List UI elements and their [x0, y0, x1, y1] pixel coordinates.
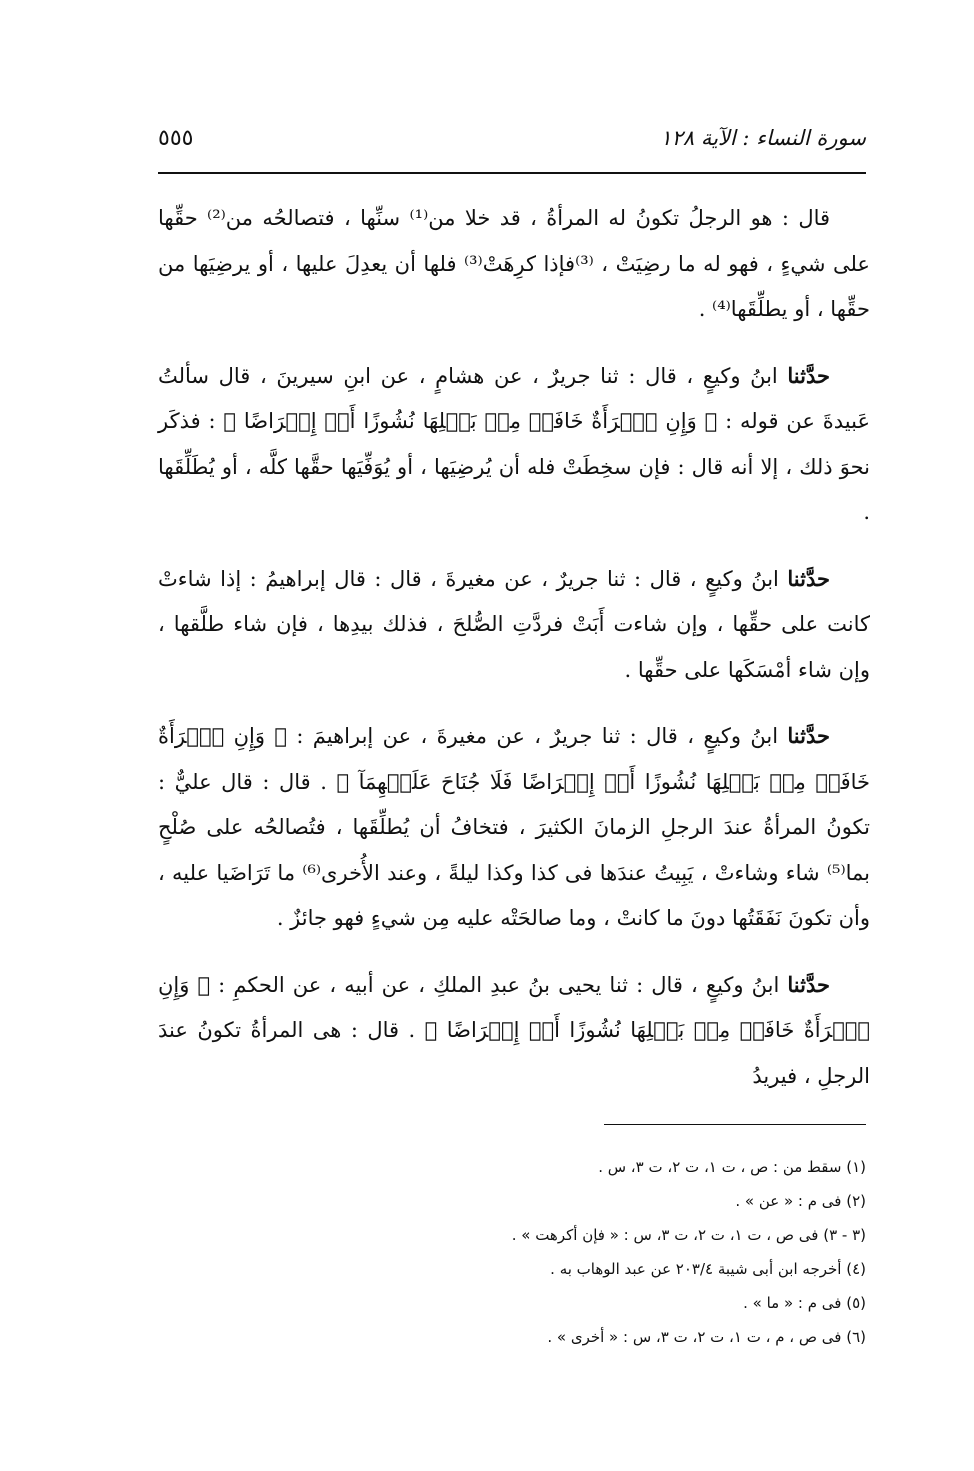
paragraph-text: قال : هو الرجلُ تكونُ له المرأةُ ، قد خلا من⁽¹⁾ سنِّها ، فتصالحُه من⁽²⁾ حقِّها على شيءٍ ، فهو له ما رضِيَتْ ، ⁽³⁾فإذا كرِهَتْ⁽³⁾ فلها أن يعدِلَ عليها ، أو يرضِيَها من حقِّها ، أو يطلِّقَها⁽⁴⁾ .	[158, 206, 870, 321]
footnote: (١) سقط من : ص ، ت ١، ت ٢، ت ٣، س .	[598, 1158, 866, 1176]
paragraph-text: ابنُ وكيعٍ ، قال : ثنا جريرٌ ، عن مغيرةَ ، عن إبراهيمَ : ﴿ وَإِنِ ٱمۡرَأَةٌ خَافَتۡ مِنۢ بَعۡلِهَا نُشُوزًا أَوۡ إِعۡرَاضًا فَلَا جُنَاحَ عَلَيۡهِمَآ ﴾ . قال : قال عليٌّ : تكونُ المرأةُ عندَ الرجلِ الزمانَ الكثيرَ ، فتخافُ أن يُطلِّقَها ، فتُصالحُه على صُلْحٍ بما⁽⁵⁾ شاء وشاءتْ ، يَبِيتُ عندَها فى كذا وكذا ليلةً ، وعند الأُخرى⁽⁶⁾ ما تَرَاضَيا عليه ، وأن تكونَ نَفَقَتُها دونَ ما كانتْ ، وما صالحَتْه عليه مِن شيءٍ فهو جائزٌ .	[158, 724, 870, 930]
footnote: (٥) فى م : « ما » .	[743, 1294, 866, 1312]
paragraph-text: ابنُ وكيعٍ ، قال : ثنا جريرٌ ، عن هشامٍ ، عن ابنِ سيرينَ ، قال سألتُ عَبيدةَ عن قوله : ﴿ وَإِنِ ٱمۡرَأَةٌ خَافَتۡ مِنۢ بَعۡلِهَا نُشُوزًا أَوۡ إِعۡرَاضًا ﴾ : فذكَر نحوَ ذلك ، إلا أنه قال : فإن سخِطَتْ فله أن يُرضِيَها ، أو يُوَفِّيَها حقَّها كلَّه ، أو يُطَلِّقَها .	[158, 363, 870, 524]
paragraph-lead: حدَّثنا	[787, 362, 830, 388]
paragraph	[158, 196, 870, 333]
running-title: سورة النساء : الآية ١٢٨	[660, 126, 866, 150]
paragraph-lead: حدَّثنا	[787, 971, 830, 997]
footnote: (٦) فى ص ، م ، ت ١، ت ٢، ت ٣، س : « أخرى » .	[547, 1328, 866, 1346]
paragraph-lead: حدَّثنا	[787, 723, 830, 748]
header-rule	[158, 172, 866, 174]
paragraph-text: ابنُ وكيعٍ ، قال : ثنا جريرٌ ، عن مغيرةَ ، قال : قال إبراهيمُ : إذا شاءتْ كانت على حقِّها ، وإن شاءت أَبَتْ فردَّتِ الصُّلحَ ، فذلك بيدِها ، فإن شاء طلَّقها ، وإن شاء أمْسَكَها على حقِّها .	[158, 566, 870, 682]
paragraph-text: ابنُ وكيعٍ ، قال : ثنا يحيى بنُ عبدِ الملكِ ، عن أبيه ، عن الحكمِ : ﴿ وَإِنِ ٱمۡرَأَةٌ خَافَتۡ مِنۢ بَعۡلِهَا نُشُوزًا أَوۡ إِعۡرَاضًا ﴾ . قال : هى المرأةُ تكونُ عندَ الرجلِ ، فيريدُ	[158, 972, 870, 1088]
page-header	[158, 118, 866, 158]
footnote: (٢) فى م : « عن » .	[735, 1192, 866, 1210]
paragraph	[158, 962, 870, 1100]
footnote: (٤) أخرجه ابن أبى شيبة ٢٠٣/٤ عن عبد الوهاب به .	[550, 1260, 866, 1278]
page-number: ٥٥٥	[158, 125, 194, 151]
footnote: (٣ - ٣) فى ص ، ت ١، ت ٢، ت ٣، س : « فإن أكرهت » .	[511, 1226, 866, 1244]
paragraph	[158, 556, 870, 694]
paragraph	[158, 713, 870, 942]
paragraph	[158, 353, 870, 536]
main-text	[158, 196, 870, 1119]
footnotes	[300, 1150, 866, 1354]
paragraph-lead: حدَّثنا	[787, 565, 830, 591]
footnote-rule	[604, 1124, 866, 1125]
